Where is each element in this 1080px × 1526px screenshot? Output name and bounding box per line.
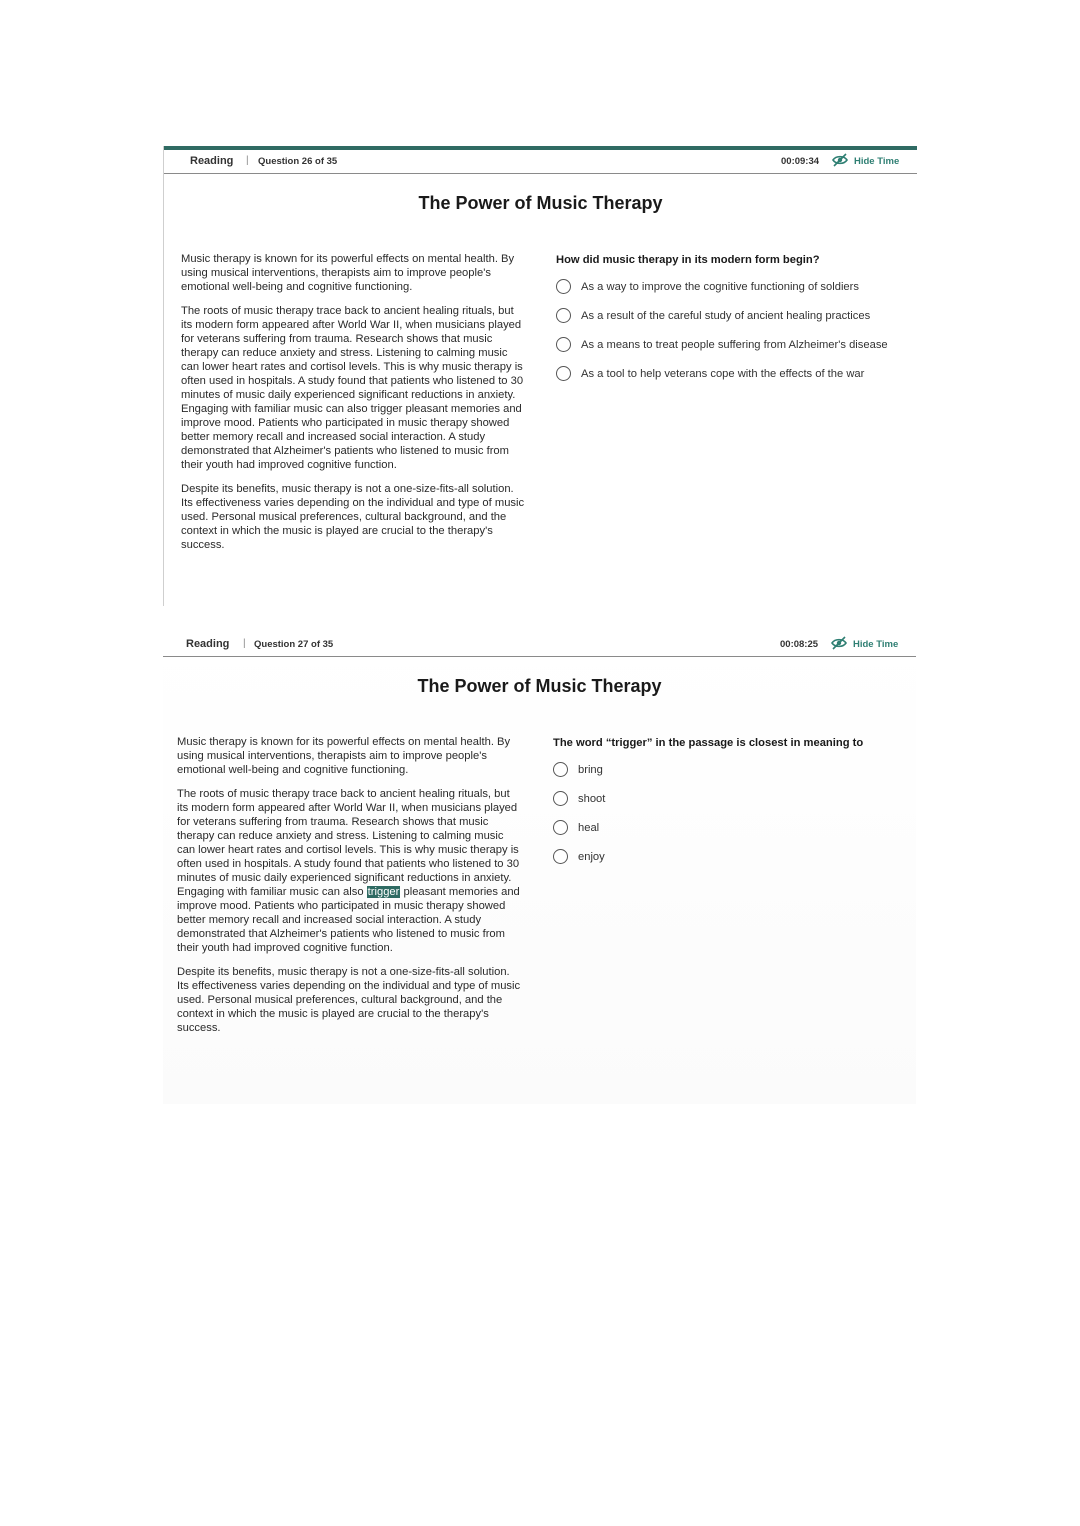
eye-slash-icon[interactable] xyxy=(832,153,848,167)
section-label: Reading xyxy=(186,638,230,650)
passage-paragraph: Despite its benefits, music therapy is not a one-size-fits-all solution. Its effectiveness varies depending on the individual and type of music used. Personal musical preferences, cultural background, and the context in which the music is played are crucial to the therapy's success. xyxy=(181,483,525,551)
answer-option[interactable] xyxy=(553,792,898,806)
question-panel xyxy=(553,737,898,879)
header-separator: | xyxy=(243,638,246,649)
question-text: The word “trigger” in the passage is closest in meaning to xyxy=(553,737,864,749)
passage-paragraph: Music therapy is known for its powerful effects on mental health. By using musical interventions, therapists aim to improve people's emotional well-being and cognitive functioning. xyxy=(177,736,511,776)
answer-option[interactable] xyxy=(556,309,901,323)
option-label: As a tool to help veterans cope with the effects of the war xyxy=(581,368,865,380)
passage-paragraph: Despite its benefits, music therapy is not a one-size-fits-all solution. Its effectiveness varies depending on the individual and type of music used. Personal musical preferences, cultural background, and the context in which the music is played are crucial to the therapy's success. xyxy=(177,966,521,1034)
passage-paragraph: Music therapy is known for its powerful effects on mental health. By using musical interventions, therapists aim to improve people's emotional well-being and cognitive functioning. xyxy=(181,253,515,293)
section-label: Reading xyxy=(190,155,234,167)
screenshot-question-27 xyxy=(163,634,916,1104)
header-separator: | xyxy=(246,155,249,166)
radio-button[interactable] xyxy=(553,791,568,806)
answer-option[interactable] xyxy=(556,280,901,294)
radio-button[interactable] xyxy=(553,762,568,777)
reading-passage xyxy=(177,735,522,1045)
answer-option[interactable] xyxy=(553,763,898,777)
radio-button[interactable] xyxy=(556,337,571,352)
test-header xyxy=(164,151,917,174)
option-label: shoot xyxy=(578,793,606,805)
question-panel xyxy=(556,254,901,396)
timer: 00:09:34 xyxy=(781,156,820,167)
question-text: How did music therapy in its modern form begin? xyxy=(556,254,820,266)
option-label: As a result of the careful study of ancient healing practices xyxy=(581,310,871,322)
answer-option[interactable] xyxy=(556,338,901,352)
eye-slash-icon[interactable] xyxy=(831,636,847,650)
radio-button[interactable] xyxy=(553,820,568,835)
option-label: As a way to improve the cognitive functioning of soldiers xyxy=(581,281,859,293)
radio-button[interactable] xyxy=(553,849,568,864)
answer-option[interactable] xyxy=(556,367,901,381)
test-header xyxy=(163,634,916,657)
hide-time-button[interactable]: Hide Time xyxy=(854,156,900,167)
question-counter: Question 26 of 35 xyxy=(258,156,338,167)
question-counter: Question 27 of 35 xyxy=(254,639,334,650)
top-accent-bar xyxy=(164,146,917,150)
highlighted-word: trigger xyxy=(367,886,400,898)
passage-paragraph: The roots of music therapy trace back to ancient healing rituals, but its modern form appeared after World War II, when musicians played for veterans suffering from trauma. Research shows that music therapy can reduce anxiety and stress. Listening to calming music can lower heart rates and cortisol levels. This is why music therapy is often used in hospitals. A study found that patients who listened to 30 minutes of music daily experienced significant reductions in anxiety. Engaging with familiar music can also trigger pleasant memories and improve mood. Patients who participated in music therapy showed better memory recall and increased social interaction. A study demonstrated that Alzheimer's patients who listened to music from their youth had improved cognitive function. xyxy=(181,305,524,471)
option-label: heal xyxy=(578,822,600,834)
screenshot-question-26 xyxy=(163,146,917,606)
radio-button[interactable] xyxy=(556,308,571,323)
radio-button[interactable] xyxy=(556,279,571,294)
option-label: enjoy xyxy=(578,851,605,863)
option-label: As a means to treat people suffering from Alzheimer's disease xyxy=(581,339,888,351)
passage-title: The Power of Music Therapy xyxy=(418,193,663,213)
passage-text: The roots of music therapy trace back to ancient healing rituals, but its modern form appeared after World War II, when musicians played for veterans suffering from trauma. Research shows that music therapy can reduce anxiety and stress. Listening to calming music can lower heart rates and cortisol levels. This is why music therapy is often used in hospitals. A study found that patients who listened to 30 minutes of music daily experienced significant reductions in anxiety. Engaging with familiar music can also xyxy=(177,788,520,898)
passage-title: The Power of Music Therapy xyxy=(417,676,662,696)
option-label: bring xyxy=(578,764,603,776)
passage-paragraph xyxy=(177,787,522,955)
passage-text: pleasant memories and improve mood. Patients who participated in music therapy showed better memory recall and increased social interaction. A study demonstrated that Alzheimer's patients who listened to music from their youth had improved cognitive function. xyxy=(177,886,520,954)
reading-passage xyxy=(181,252,526,562)
hide-time-button[interactable]: Hide Time xyxy=(853,639,899,650)
answer-option[interactable] xyxy=(553,850,898,864)
radio-button[interactable] xyxy=(556,366,571,381)
answer-option[interactable] xyxy=(553,821,898,835)
timer: 00:08:25 xyxy=(780,639,819,650)
